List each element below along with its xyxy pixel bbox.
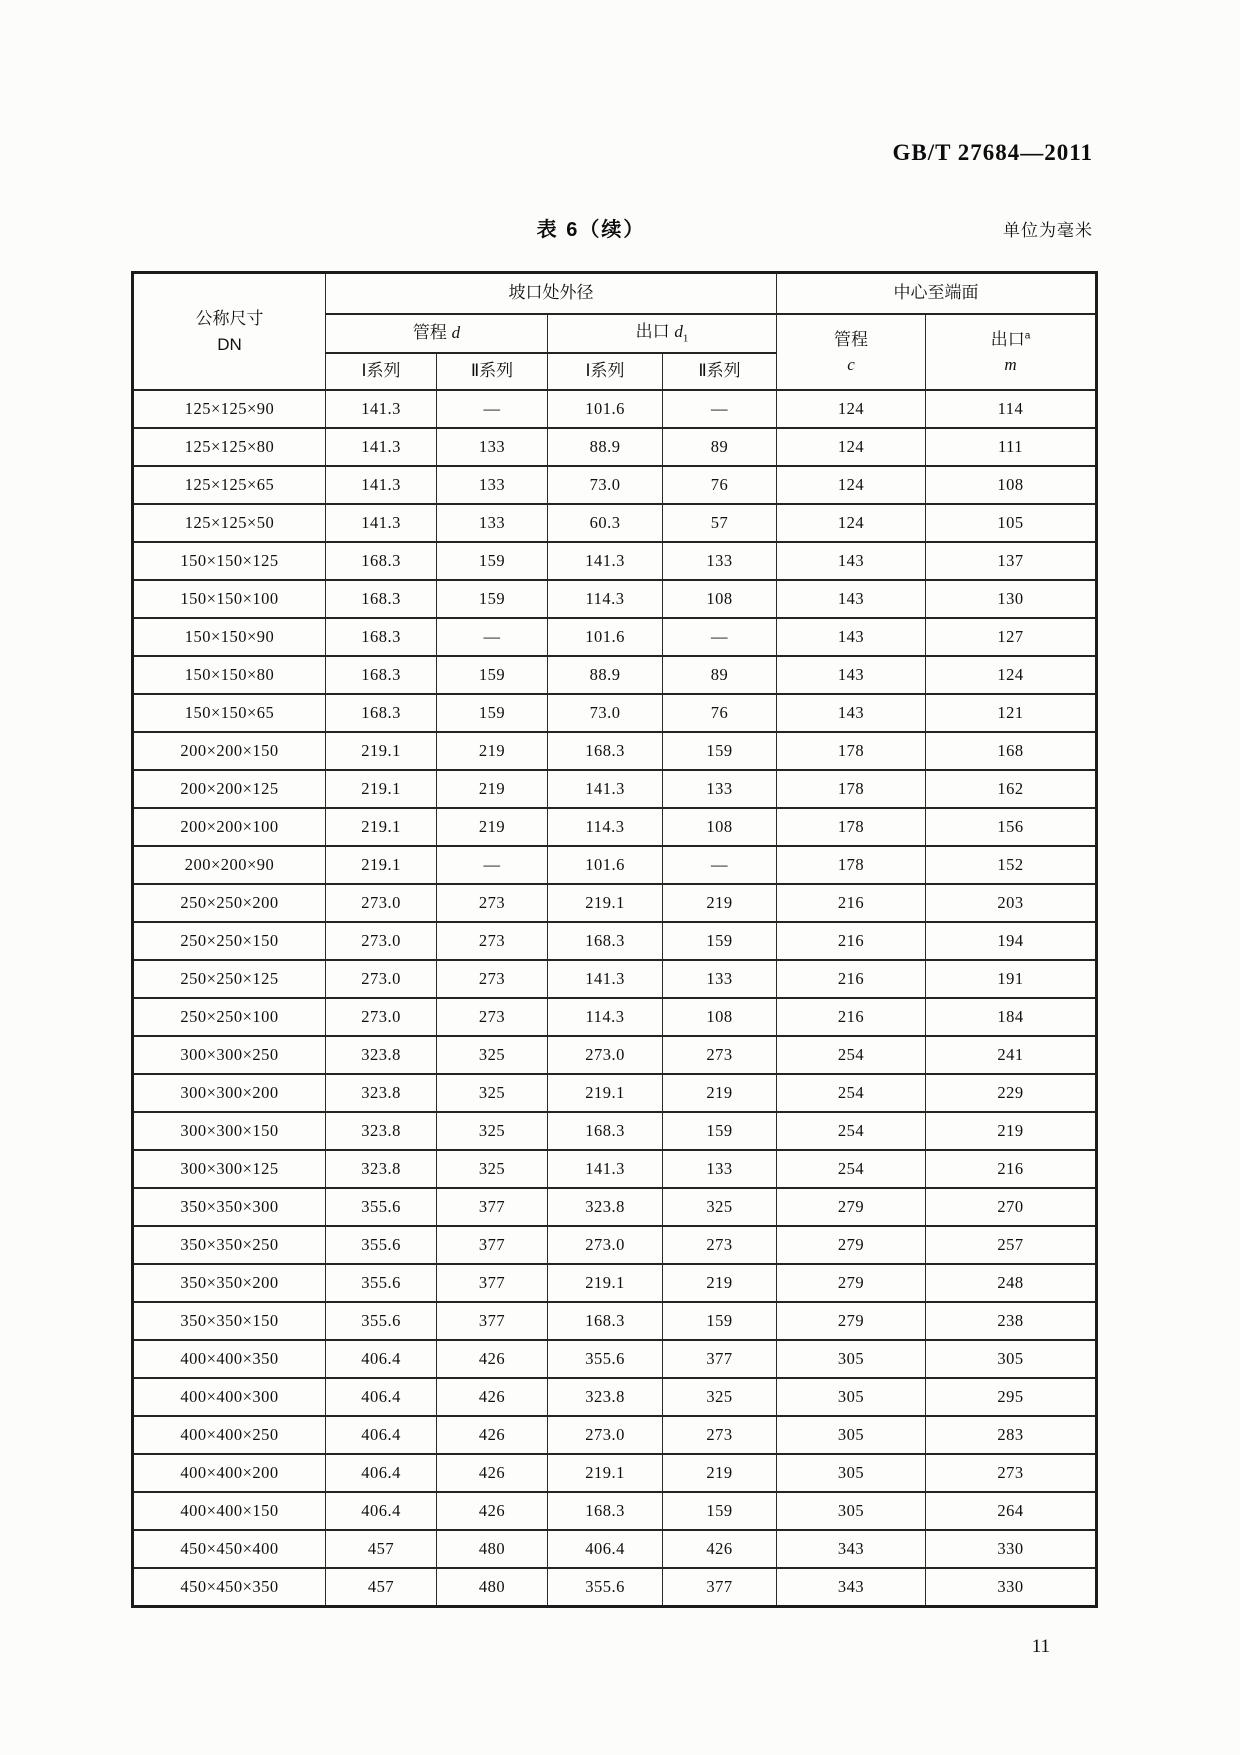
value-cell: 406.4 — [326, 1416, 437, 1454]
value-cell: 406.4 — [326, 1378, 437, 1416]
dn-cell: 200×200×100 — [133, 808, 326, 846]
value-cell: 121 — [926, 694, 1097, 732]
value-cell: 426 — [437, 1378, 548, 1416]
table-row — [133, 1378, 1097, 1416]
header-nominal-size-symbol: DN — [217, 334, 242, 354]
header-center-run-c — [777, 314, 926, 390]
value-cell: 325 — [437, 1074, 548, 1112]
dn-cell: 250×250×200 — [133, 884, 326, 922]
value-cell: 194 — [926, 922, 1097, 960]
table-row — [133, 770, 1097, 808]
value-cell: 101.6 — [548, 390, 663, 428]
value-cell: 305 — [777, 1340, 926, 1378]
value-cell: 141.3 — [548, 542, 663, 580]
value-cell: 323.8 — [326, 1074, 437, 1112]
table-row — [133, 428, 1097, 466]
value-cell: 133 — [437, 428, 548, 466]
header-center-run-var: c — [847, 355, 855, 374]
value-cell: 168.3 — [326, 542, 437, 580]
value-cell: 279 — [777, 1302, 926, 1340]
value-cell: 159 — [437, 580, 548, 618]
header-center-outlet-m — [926, 314, 1097, 390]
value-cell: 219 — [437, 732, 548, 770]
value-cell: 273 — [663, 1226, 777, 1264]
value-cell: 273.0 — [326, 884, 437, 922]
value-cell: 114.3 — [548, 580, 663, 618]
value-cell: 168.3 — [326, 656, 437, 694]
value-cell: 273.0 — [326, 922, 437, 960]
header-group-bevel-od — [326, 273, 777, 315]
header-group-center-to-end — [777, 273, 1097, 315]
dn-cell: 400×400×350 — [133, 1340, 326, 1378]
dn-cell: 125×125×80 — [133, 428, 326, 466]
value-cell: 152 — [926, 846, 1097, 884]
value-cell: 178 — [777, 846, 926, 884]
header-center-outlet-var: m — [1004, 355, 1017, 374]
value-cell: 168.3 — [548, 732, 663, 770]
header-outlet-series-2: Ⅱ系列 — [663, 353, 777, 390]
header-row-groups — [133, 273, 1097, 315]
value-cell: 377 — [437, 1226, 548, 1264]
unit-note: 单位为毫米 — [1003, 221, 1093, 240]
value-cell: 159 — [663, 1492, 777, 1530]
dn-cell: 400×400×200 — [133, 1454, 326, 1492]
value-cell: 124 — [777, 504, 926, 542]
value-cell: 127 — [926, 618, 1097, 656]
dn-cell: 125×125×65 — [133, 466, 326, 504]
value-cell: 216 — [777, 922, 926, 960]
value-cell: 273 — [437, 884, 548, 922]
header-center-run-label: 管程 — [834, 329, 868, 349]
value-cell: 257 — [926, 1226, 1097, 1264]
value-cell: 133 — [663, 542, 777, 580]
dn-cell: 300×300×200 — [133, 1074, 326, 1112]
value-cell: 219 — [437, 770, 548, 808]
table-row — [133, 694, 1097, 732]
value-cell: 325 — [437, 1150, 548, 1188]
value-cell: 73.0 — [548, 694, 663, 732]
table-row — [133, 1530, 1097, 1568]
dn-cell: 200×200×150 — [133, 732, 326, 770]
value-cell: 279 — [777, 1264, 926, 1302]
value-cell: 168.3 — [548, 1112, 663, 1150]
table-row — [133, 466, 1097, 504]
value-cell: 219 — [663, 1454, 777, 1492]
table-row — [133, 732, 1097, 770]
table-row — [133, 618, 1097, 656]
value-cell: 305 — [926, 1340, 1097, 1378]
value-cell: 325 — [663, 1188, 777, 1226]
value-cell: 216 — [777, 884, 926, 922]
value-cell: 159 — [663, 1112, 777, 1150]
header-run-series-1: Ⅰ系列 — [326, 353, 437, 390]
value-cell: 143 — [777, 580, 926, 618]
value-cell: 73.0 — [548, 466, 663, 504]
table-row — [133, 1036, 1097, 1074]
header-center-outlet-label: 出口 — [990, 329, 1025, 349]
dn-cell: 250×250×100 — [133, 998, 326, 1036]
dn-cell: 300×300×125 — [133, 1150, 326, 1188]
value-cell: — — [437, 618, 548, 656]
value-cell: 89 — [663, 428, 777, 466]
header-run-series-2: Ⅱ系列 — [437, 353, 548, 390]
value-cell: 377 — [437, 1302, 548, 1340]
value-cell: — — [663, 846, 777, 884]
dn-cell: 350×350×250 — [133, 1226, 326, 1264]
value-cell: 343 — [777, 1568, 926, 1607]
value-cell: 219.1 — [326, 846, 437, 884]
value-cell: 168.3 — [326, 580, 437, 618]
dn-cell: 150×150×125 — [133, 542, 326, 580]
header-nominal-size — [133, 273, 326, 391]
value-cell: 323.8 — [326, 1112, 437, 1150]
value-cell: 76 — [663, 694, 777, 732]
dn-cell: 250×250×125 — [133, 960, 326, 998]
dn-cell: 150×150×80 — [133, 656, 326, 694]
table-row — [133, 1302, 1097, 1340]
value-cell: 254 — [777, 1074, 926, 1112]
value-cell: 219.1 — [326, 808, 437, 846]
value-cell: 325 — [663, 1378, 777, 1416]
value-cell: 219 — [437, 808, 548, 846]
value-cell: 143 — [777, 618, 926, 656]
table-row — [133, 1226, 1097, 1264]
value-cell: 168.3 — [326, 618, 437, 656]
value-cell: 114 — [926, 390, 1097, 428]
value-cell: 273 — [437, 998, 548, 1036]
value-cell: 248 — [926, 1264, 1097, 1302]
value-cell: 279 — [777, 1226, 926, 1264]
value-cell: 141.3 — [548, 960, 663, 998]
value-cell: 108 — [926, 466, 1097, 504]
dn-cell: 450×450×400 — [133, 1530, 326, 1568]
table-row — [133, 1492, 1097, 1530]
table-row — [133, 580, 1097, 618]
value-cell: 355.6 — [326, 1226, 437, 1264]
value-cell: 426 — [663, 1530, 777, 1568]
value-cell: 108 — [663, 998, 777, 1036]
value-cell: 273.0 — [326, 998, 437, 1036]
value-cell: 168.3 — [326, 694, 437, 732]
value-cell: 133 — [663, 1150, 777, 1188]
value-cell: 323.8 — [326, 1150, 437, 1188]
value-cell: 143 — [777, 656, 926, 694]
value-cell: 216 — [926, 1150, 1097, 1188]
value-cell: 141.3 — [326, 466, 437, 504]
value-cell: 159 — [437, 542, 548, 580]
header-group-center-to-end-label: 中心至端面 — [893, 283, 979, 303]
table-body — [133, 390, 1097, 1607]
value-cell: 377 — [663, 1568, 777, 1607]
value-cell: — — [437, 390, 548, 428]
standard-code: GB/T 27684—2011 — [892, 140, 1093, 165]
value-cell: 457 — [326, 1530, 437, 1568]
value-cell: 108 — [663, 580, 777, 618]
value-cell: 273.0 — [548, 1226, 663, 1264]
value-cell: 159 — [663, 732, 777, 770]
value-cell: 203 — [926, 884, 1097, 922]
value-cell: 168.3 — [548, 1302, 663, 1340]
dn-cell: 400×400×250 — [133, 1416, 326, 1454]
dimension-table-wrapper — [131, 271, 1095, 1608]
value-cell: 273.0 — [548, 1036, 663, 1074]
value-cell: 305 — [777, 1454, 926, 1492]
value-cell: 273.0 — [326, 960, 437, 998]
value-cell: 143 — [777, 694, 926, 732]
value-cell: 219 — [663, 1264, 777, 1302]
value-cell: 111 — [926, 428, 1097, 466]
header-nominal-size-label: 公称尺寸 — [195, 309, 264, 328]
value-cell: 325 — [437, 1036, 548, 1074]
value-cell: 101.6 — [548, 618, 663, 656]
header-footnote-marker: a — [1024, 329, 1031, 341]
dn-cell: 400×400×150 — [133, 1492, 326, 1530]
value-cell: 377 — [437, 1264, 548, 1302]
value-cell: 305 — [777, 1378, 926, 1416]
value-cell: 355.6 — [326, 1264, 437, 1302]
table-row — [133, 922, 1097, 960]
table-row — [133, 542, 1097, 580]
dn-cell: 300×300×250 — [133, 1036, 326, 1074]
value-cell: 426 — [437, 1416, 548, 1454]
value-cell: 323.8 — [548, 1378, 663, 1416]
value-cell: 406.4 — [326, 1454, 437, 1492]
value-cell: 355.6 — [326, 1188, 437, 1226]
header-outlet-label: 出口 — [635, 321, 670, 341]
value-cell: 101.6 — [548, 846, 663, 884]
table-row — [133, 1454, 1097, 1492]
dn-cell: 150×150×90 — [133, 618, 326, 656]
value-cell: 114.3 — [548, 808, 663, 846]
dn-cell: 200×200×125 — [133, 770, 326, 808]
value-cell: 254 — [777, 1150, 926, 1188]
dn-cell: 300×300×150 — [133, 1112, 326, 1150]
value-cell: 219.1 — [548, 1454, 663, 1492]
value-cell: 88.9 — [548, 656, 663, 694]
value-cell: 76 — [663, 466, 777, 504]
value-cell: 60.3 — [548, 504, 663, 542]
value-cell: 178 — [777, 732, 926, 770]
header-run-var: d — [451, 323, 461, 343]
value-cell: 168.3 — [548, 1492, 663, 1530]
value-cell: 219.1 — [326, 770, 437, 808]
value-cell: 124 — [777, 466, 926, 504]
dn-cell: 250×250×150 — [133, 922, 326, 960]
value-cell: 264 — [926, 1492, 1097, 1530]
header-outlet-series-1: Ⅰ系列 — [548, 353, 663, 390]
table-row — [133, 960, 1097, 998]
value-cell: 406.4 — [326, 1492, 437, 1530]
value-cell: 273 — [926, 1454, 1097, 1492]
value-cell: 141.3 — [548, 770, 663, 808]
table-title: 表 6（续） — [536, 219, 646, 241]
table-row — [133, 390, 1097, 428]
value-cell: 426 — [437, 1454, 548, 1492]
value-cell: 273 — [663, 1416, 777, 1454]
value-cell: 89 — [663, 656, 777, 694]
dn-cell: 150×150×65 — [133, 694, 326, 732]
value-cell: 141.3 — [326, 504, 437, 542]
value-cell: 254 — [777, 1036, 926, 1074]
dn-cell: 125×125×50 — [133, 504, 326, 542]
value-cell: 130 — [926, 580, 1097, 618]
table-row — [133, 884, 1097, 922]
value-cell: 273 — [437, 922, 548, 960]
page-number: 11 — [1031, 1636, 1050, 1657]
value-cell: 241 — [926, 1036, 1097, 1074]
value-cell: 480 — [437, 1568, 548, 1607]
value-cell: 406.4 — [326, 1340, 437, 1378]
table-row — [133, 1568, 1097, 1607]
value-cell: 254 — [777, 1112, 926, 1150]
table-row — [133, 504, 1097, 542]
value-cell: 325 — [437, 1112, 548, 1150]
table-row — [133, 1150, 1097, 1188]
table-row — [133, 656, 1097, 694]
dn-cell: 150×150×100 — [133, 580, 326, 618]
dn-cell: 350×350×200 — [133, 1264, 326, 1302]
table-row — [133, 1340, 1097, 1378]
value-cell: 156 — [926, 808, 1097, 846]
table-row — [133, 846, 1097, 884]
value-cell: 88.9 — [548, 428, 663, 466]
value-cell: 141.3 — [326, 428, 437, 466]
value-cell: 283 — [926, 1416, 1097, 1454]
value-cell: 159 — [437, 694, 548, 732]
value-cell: 168 — [926, 732, 1097, 770]
value-cell: 330 — [926, 1568, 1097, 1607]
value-cell: 178 — [777, 770, 926, 808]
value-cell: — — [663, 618, 777, 656]
value-cell: 219 — [663, 884, 777, 922]
table-row — [133, 1074, 1097, 1112]
value-cell: 133 — [663, 770, 777, 808]
value-cell: 295 — [926, 1378, 1097, 1416]
value-cell: 133 — [437, 504, 548, 542]
value-cell: 191 — [926, 960, 1097, 998]
value-cell: 141.3 — [326, 390, 437, 428]
value-cell: 426 — [437, 1492, 548, 1530]
value-cell: 323.8 — [548, 1188, 663, 1226]
dn-cell: 450×450×350 — [133, 1568, 326, 1607]
value-cell: 377 — [437, 1188, 548, 1226]
value-cell: 305 — [777, 1492, 926, 1530]
value-cell: 343 — [777, 1530, 926, 1568]
value-cell: 57 — [663, 504, 777, 542]
value-cell: 279 — [777, 1188, 926, 1226]
table-row — [133, 1416, 1097, 1454]
value-cell: 124 — [777, 428, 926, 466]
table-header — [133, 273, 1097, 391]
table-row — [133, 1264, 1097, 1302]
value-cell: 270 — [926, 1188, 1097, 1226]
value-cell: 273 — [437, 960, 548, 998]
dn-cell: 400×400×300 — [133, 1378, 326, 1416]
value-cell: 305 — [777, 1416, 926, 1454]
value-cell: 137 — [926, 542, 1097, 580]
value-cell: 159 — [663, 1302, 777, 1340]
value-cell: 114.3 — [548, 998, 663, 1036]
table-row — [133, 1188, 1097, 1226]
value-cell: 216 — [777, 998, 926, 1036]
value-cell: 184 — [926, 998, 1097, 1036]
header-run-d — [326, 314, 548, 353]
dn-cell: 350×350×150 — [133, 1302, 326, 1340]
value-cell: 480 — [437, 1530, 548, 1568]
header-outlet-d1 — [548, 314, 777, 353]
header-group-bevel-od-label: 坡口处外径 — [508, 283, 594, 303]
dimension-table — [131, 271, 1098, 1608]
value-cell: 143 — [777, 542, 926, 580]
value-cell: 457 — [326, 1568, 437, 1607]
dn-cell: 350×350×300 — [133, 1188, 326, 1226]
value-cell: 219 — [663, 1074, 777, 1112]
value-cell: 377 — [663, 1340, 777, 1378]
value-cell: 178 — [777, 808, 926, 846]
value-cell: 426 — [437, 1340, 548, 1378]
value-cell: 323.8 — [326, 1036, 437, 1074]
value-cell: 159 — [437, 656, 548, 694]
value-cell: 216 — [777, 960, 926, 998]
value-cell: 133 — [437, 466, 548, 504]
value-cell: 229 — [926, 1074, 1097, 1112]
dn-cell: 200×200×90 — [133, 846, 326, 884]
value-cell: 406.4 — [548, 1530, 663, 1568]
value-cell: 168.3 — [548, 922, 663, 960]
table-row — [133, 998, 1097, 1036]
value-cell: — — [437, 846, 548, 884]
value-cell: 159 — [663, 922, 777, 960]
header-run-label: 管程 — [412, 323, 447, 343]
value-cell: 355.6 — [548, 1340, 663, 1378]
value-cell: 141.3 — [548, 1150, 663, 1188]
value-cell: 273 — [663, 1036, 777, 1074]
value-cell: — — [663, 390, 777, 428]
value-cell: 108 — [663, 808, 777, 846]
value-cell: 219.1 — [548, 1074, 663, 1112]
table-row — [133, 1112, 1097, 1150]
value-cell: 355.6 — [326, 1302, 437, 1340]
header-outlet-var: $d_1$ — [674, 321, 689, 345]
value-cell: 133 — [663, 960, 777, 998]
value-cell: 273.0 — [548, 1416, 663, 1454]
value-cell: 238 — [926, 1302, 1097, 1340]
value-cell: 219 — [926, 1112, 1097, 1150]
value-cell: 219.1 — [548, 884, 663, 922]
value-cell: 219.1 — [548, 1264, 663, 1302]
value-cell: 124 — [777, 390, 926, 428]
value-cell: 124 — [926, 656, 1097, 694]
dn-cell: 125×125×90 — [133, 390, 326, 428]
value-cell: 219.1 — [326, 732, 437, 770]
value-cell: 330 — [926, 1530, 1097, 1568]
value-cell: 355.6 — [548, 1568, 663, 1607]
value-cell: 105 — [926, 504, 1097, 542]
table-row — [133, 808, 1097, 846]
value-cell: 162 — [926, 770, 1097, 808]
